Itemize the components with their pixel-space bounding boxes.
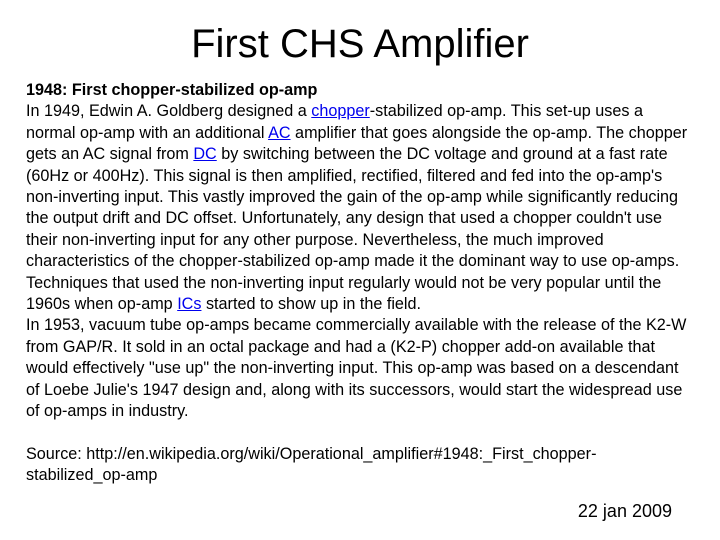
spacer (26, 423, 694, 444)
paragraph-1 (26, 101, 694, 315)
ac-link[interactable]: AC (268, 123, 291, 142)
dc-link[interactable]: DC (193, 145, 217, 164)
paragraph-1-text-e: started to show up in the field. (201, 295, 422, 314)
source-line: Source: http://en.wikipedia.org/wiki/Operational_amplifier#1948:_First_chopper-stabilized_op-amp (26, 444, 597, 485)
slide-date: 22 jan 2009 (577, 501, 672, 521)
paragraph-1-text-d: by switching between the DC voltage and ground at a fast rate (60Hz or 400Hz). This signal is then amplified, rectified, filtered and fed into the op-amp's non-inverting input. This vastly improved the gain of the op-amp while significantly reducing the output drift and DC offset. Unfortunately, any design that used a chopper couldn't use their non-inverting input for any other purpose. Nevertheless, the much improved characteristics of the chopper-stabilized op-amp made it the dominant way to use op-amps. Techniques that used the non-inverting input regularly would not be very popular until the 1960s when op-amp (26, 145, 680, 314)
paragraph-2: In 1953, vacuum tube op-amps became commercially available with the release of the K2-W from GAP/R. It sold in an octal package and had a (K2-P) chopper add-on available that would effectively "use up" the non-inverting input. This op-amp was based on a descendant of Loebe Julie's 1947 design and, along with its successors, would start the widespread use of op-amps in industry. (26, 316, 687, 421)
paragraph-1-text-b: -stabilized op-amp. This set-up uses a normal op-amp with an additional (26, 102, 644, 142)
ics-link[interactable]: ICs (177, 295, 202, 314)
slide-title: First CHS Amplifier (191, 22, 529, 66)
section-heading: 1948: First chopper-stabilized op-amp (26, 81, 318, 99)
slide-body (26, 80, 694, 487)
chopper-link[interactable]: chopper (311, 102, 370, 121)
paragraph-1-text-a: In 1949, Edwin A. Goldberg designed a (26, 102, 312, 121)
paragraph-1-text-c: amplifier that goes alongside the op-amp. The chopper gets an AC signal from (26, 123, 688, 164)
